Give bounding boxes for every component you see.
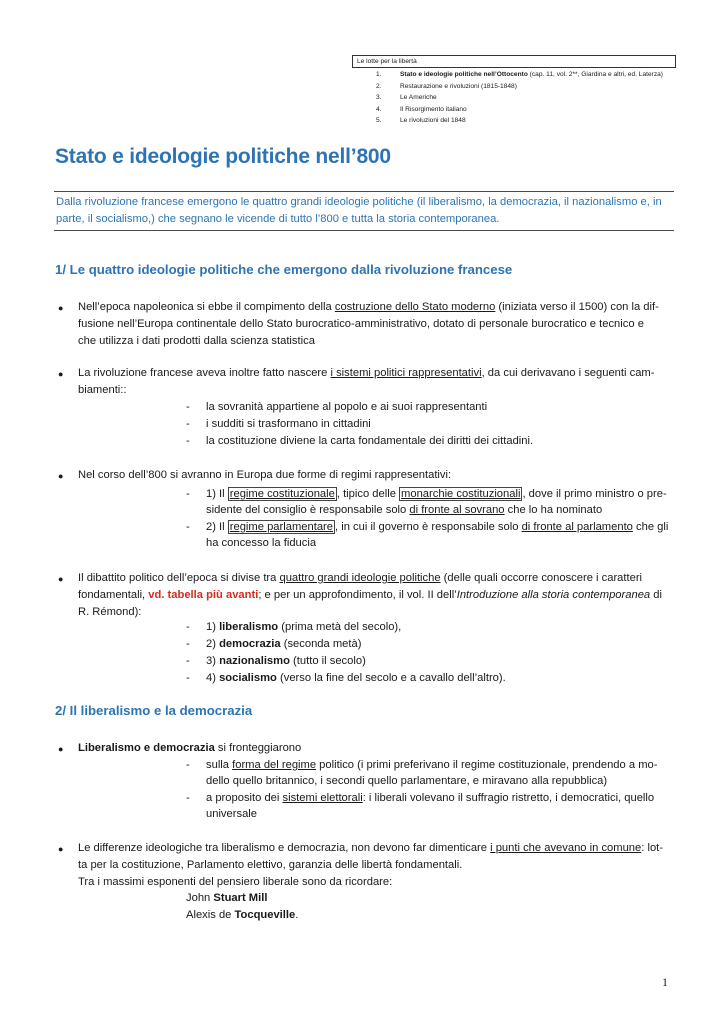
paragraph-line: biamenti:: (78, 384, 127, 396)
dash-marker: - (186, 401, 190, 413)
dash-marker: - (186, 521, 190, 533)
list-item: la costituzione diviene la carta fondamentale dei diritti dei cittadini. (206, 435, 534, 447)
page-title: Stato e ideologie politiche nell’800 (55, 145, 391, 168)
toc-item: 4. Il Risorgimento italiano (376, 105, 467, 113)
toc-item: 1. Stato e ideologie politiche nell’Ottocento (cap. 11, vol. 2**, Giardina e altri, ed. Laterza) (376, 71, 663, 78)
paragraph-line: R. Rémond): (78, 606, 142, 618)
dash-marker: - (186, 792, 190, 804)
dash-marker: - (186, 672, 190, 684)
toc-list (352, 69, 676, 127)
toc-item: 2. Restaurazione e rivoluzioni (1815-1848) (376, 82, 517, 90)
intro-line: parte, il socialismo,) che segnano le vicende di tutto l’800 e tutta la storia contemporanea. (56, 212, 500, 225)
paragraph-line: fondamentali, vd. tabella più avanti; e per un approfondimento, il vol. II dell’Introduzione alla storia contemporanea di (78, 589, 662, 601)
list-item: sulla forma del regime politico (i primi preferivano il regime costituzionale, prendendo a mo- (206, 759, 658, 771)
bullet-icon: ● (58, 369, 64, 379)
toc-box (352, 55, 676, 127)
dash-marker: - (186, 655, 190, 667)
intro-line: Dalla rivoluzione francese emergono le quattro grandi ideologie politiche (il liberalismo, la democrazia, il nazionalismo e, in (56, 196, 662, 208)
paragraph-line: Tra i massimi esponenti del pensiero liberale sono da ricordare: (78, 876, 393, 888)
bullet-icon: ● (58, 574, 64, 584)
dash-marker: - (186, 638, 190, 650)
dash-marker: - (186, 759, 190, 771)
list-item: 2) democrazia (seconda metà) (206, 638, 362, 650)
paragraph-line: ta per la costituzione, Parlamento elettivo, garanzia delle libertà fondamentali. (78, 859, 463, 871)
dash-marker: - (186, 488, 190, 500)
dash-marker: - (186, 418, 190, 430)
paragraph-line: fusione nell’Europa continentale dello Stato burocratico-amministrativo, dotato di personale burocratico e tecnico e (78, 318, 644, 330)
toc-item: 5. Le rivoluzioni del 1848 (376, 117, 466, 125)
intro-box (54, 191, 674, 231)
section-heading: 1/ Le quattro ideologie politiche che emergono dalla rivoluzione francese (55, 262, 513, 277)
paragraph-line: Nel corso dell’800 si avranno in Europa due forme di regimi rappresentativi: (78, 469, 452, 481)
paragraph-line: Le differenze ideologiche tra liberalismo e democrazia, non devono far dimenticare i punti che avevano in comune: lot- (78, 842, 664, 854)
list-item: 1) Il regime costituzionale , tipico delle monarchie costituzionali , dove il primo ministro o pre- (206, 488, 667, 500)
section-heading: 2/ Il liberalismo e la democrazia (55, 703, 253, 718)
list-item: ha concesso la fiducia (206, 537, 317, 549)
list-item: universale (206, 808, 257, 820)
dash-marker: - (186, 435, 190, 447)
paragraph-line: Liberalismo e democrazia si fronteggiarono (78, 742, 302, 754)
page-number: 1 (662, 975, 668, 989)
paragraph-line: che utilizza i dati prodotti dalla scienza statistica (78, 335, 315, 347)
list-item: 4) socialismo (verso la fine del secolo e a cavallo dell’altro). (206, 672, 506, 684)
bullet-icon: ● (58, 471, 64, 481)
list-item: 3) nazionalismo (tutto il secolo) (206, 655, 366, 667)
toc-header: Le lotte per la libertà (352, 55, 676, 68)
name-line: Alexis de Tocqueville. (186, 909, 299, 921)
paragraph-line: Nell’epoca napoleonica si ebbe il compimento della costruzione dello Stato moderno (iniziata verso il 1500) con la dif- (78, 301, 659, 313)
list-item: 1) liberalismo (prima metà del secolo), (206, 621, 402, 633)
paragraph-line: La rivoluzione francese aveva inoltre fatto nascere i sistemi politici rappresentativi, da cui derivavano i seguenti cam- (78, 367, 655, 379)
list-item: la sovranità appartiene al popolo e ai suoi rappresentanti (206, 401, 488, 413)
list-item: 2) Il regime parlamentare , in cui il governo è responsabile solo di fronte al parlamento che gli (206, 521, 669, 533)
bullet-icon: ● (58, 844, 64, 854)
bullet-icon: ● (58, 303, 64, 313)
paragraph-line: Il dibattito politico dell’epoca si divise tra quattro grandi ideologie politiche (delle quali occorre conoscere i caratteri (78, 572, 643, 584)
name-line: John Stuart Mill (186, 892, 268, 904)
list-item: dello quello britannico, i secondi quello parlamentare, e miravano alla repubblica) (206, 775, 608, 787)
toc-item: 3. Le Americhe (376, 94, 437, 102)
list-item: a proposito dei sistemi elettorali: i liberali volevano il suffragio ristretto, i democratici, quello (206, 792, 655, 804)
list-item: sidente del consiglio è responsabile solo di fronte al sovrano che lo ha nominato (206, 504, 603, 516)
dash-marker: - (186, 621, 190, 633)
list-item: i sudditi si trasformano in cittadini (206, 418, 371, 430)
bullet-icon: ● (58, 744, 64, 754)
